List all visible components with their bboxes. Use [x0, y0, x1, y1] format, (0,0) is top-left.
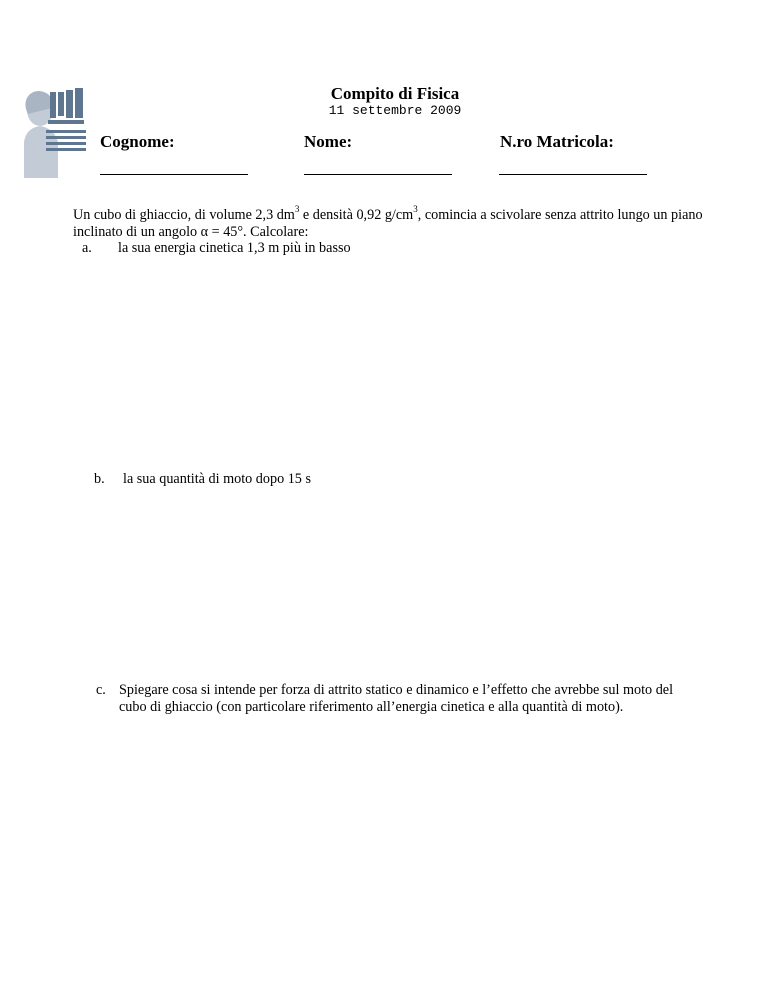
- question-marker: b.: [94, 471, 105, 487]
- name-blank-line[interactable]: [304, 174, 452, 175]
- problem-statement: [73, 204, 713, 240]
- exam-date: 11 settembre 2009: [328, 103, 462, 118]
- student-id-label: N.ro Matricola:: [500, 132, 614, 151]
- problem-text-part2: e densità 0,92 g/cm: [299, 207, 414, 223]
- surname-blank-line[interactable]: [100, 174, 248, 175]
- question-text: la sua quantità di moto dopo 15 s: [123, 471, 311, 487]
- exam-title: Compito di Fisica: [330, 84, 460, 103]
- university-logo: [18, 84, 90, 178]
- question-marker: c.: [96, 682, 106, 698]
- question-a: [82, 240, 702, 257]
- name-label: Nome:: [304, 132, 353, 151]
- question-marker: a.: [82, 240, 92, 256]
- surname-label: Cognome:: [100, 132, 175, 151]
- question-c: [96, 682, 700, 715]
- problem-text-part1: Un cubo di ghiaccio, di volume 2,3 dm: [73, 207, 295, 223]
- question-text: Spiegare cosa si intende per forza di attrito statico e dinamico e l’effetto che avrebbe sul moto del cubo di ghiaccio (con particolare riferimento all’energia cinetica e alla quantità di moto).: [119, 682, 674, 715]
- question-text: la sua energia cinetica 1,3 m più in basso: [118, 240, 351, 256]
- student-id-blank-line[interactable]: [499, 174, 647, 175]
- question-b: [94, 471, 694, 488]
- superscript-exponent: 3: [294, 204, 300, 215]
- superscript-exponent: 3: [413, 204, 418, 215]
- problem-text-part3: , comincia a scivolare senza attrito lungo un piano inclinato di un angolo α = 45°. Calcolare:: [73, 207, 703, 240]
